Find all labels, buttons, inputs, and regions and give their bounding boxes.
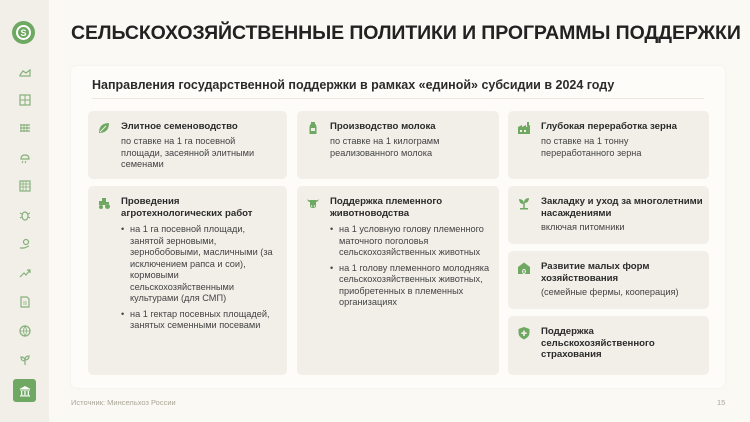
calendar-grid-icon[interactable] <box>17 92 32 107</box>
document-icon[interactable] <box>17 294 32 309</box>
field-icon[interactable] <box>17 120 32 135</box>
page-title: СЕЛЬСКОХОЗЯЙСТВЕННЫЕ ПОЛИТИКИ И ПРОГРАММЫ ПОДДЕРЖКИ <box>71 22 741 44</box>
list-item: • на 1 голову племенного молодняка сельскохозяйственных животных, приобретенных в племенных организациях <box>330 263 490 309</box>
page-number: 15 <box>717 398 726 407</box>
card-livestock-breeding <box>297 186 499 375</box>
plant-icon[interactable] <box>17 352 32 367</box>
card-title: Элитное семеноводство <box>121 121 238 132</box>
tractor-icon <box>97 196 111 210</box>
card-title: Закладку и уход за многолетними насаждениями <box>541 196 703 219</box>
card-title: Поддержка сельскохозяйственного страхования <box>541 326 655 360</box>
card-text: (семейные фермы, кооперация) <box>541 287 679 297</box>
hand-coin-icon[interactable] <box>17 236 32 251</box>
weather-icon[interactable] <box>17 149 32 164</box>
card-small-farms <box>508 251 709 309</box>
card-text: включая питомники <box>541 222 625 232</box>
card-text: по ставке на 1 тонну переработанного зерна <box>541 136 642 158</box>
list-item: • на 1 га посевной площади, занятой зерновыми, зернобобовыми, масличными (за исключением рапса и сои), кормовыми сельскохозяйственными культурами (для СМП) <box>121 224 281 305</box>
card-elite-seeds <box>88 111 287 179</box>
panel-title: Направления государственной поддержки в рамках «единой» субсидии в 2024 году <box>92 78 615 92</box>
card-text: по ставке на 1 га посевной площади, засеянной элитными семенами <box>121 136 255 169</box>
leaf-icon <box>97 121 111 135</box>
card-title: Глубокая переработка зерна <box>541 121 677 132</box>
card-grain-processing <box>508 111 709 179</box>
government-building-icon[interactable] <box>13 379 36 402</box>
milk-bottle-icon <box>306 121 320 135</box>
sprout-icon <box>517 196 531 210</box>
divider <box>92 98 704 99</box>
logo-letter: S <box>16 25 31 40</box>
list-item: • на 1 условную голову племенного маточного поголовья сельскохозяйственных животных <box>330 224 490 259</box>
bullet-list <box>330 224 490 313</box>
farm-house-icon <box>517 261 531 275</box>
sidebar <box>0 0 49 422</box>
list-item: • на 1 гектар посевных площадей, занятых семенными посевами <box>121 309 281 332</box>
card-title: Поддержка племенного животноводства <box>330 196 443 219</box>
card-agri-insurance <box>508 316 709 375</box>
shield-plus-icon <box>517 326 531 340</box>
map-icon[interactable] <box>17 65 32 80</box>
bug-icon[interactable] <box>17 207 32 222</box>
factory-icon <box>517 121 531 135</box>
card-agrotech-works <box>88 186 287 375</box>
globe-icon[interactable] <box>17 323 32 338</box>
support-panel <box>71 66 725 388</box>
card-title: Развитие малых форм хозяйствования <box>541 261 650 284</box>
card-text: по ставке на 1 килограмм реализованного молока <box>330 136 440 158</box>
growth-icon[interactable] <box>17 265 32 280</box>
table-icon[interactable] <box>17 178 32 193</box>
logo[interactable] <box>12 21 35 44</box>
cow-icon <box>306 196 320 210</box>
card-perennial-plantings <box>508 186 709 244</box>
card-milk-production <box>297 111 499 179</box>
bullet-list <box>121 224 281 336</box>
card-title: Производство молока <box>330 121 436 132</box>
card-title: Проведения агротехнологических работ <box>121 196 253 219</box>
source-note: Источник: Минсельхоз России <box>71 398 176 407</box>
